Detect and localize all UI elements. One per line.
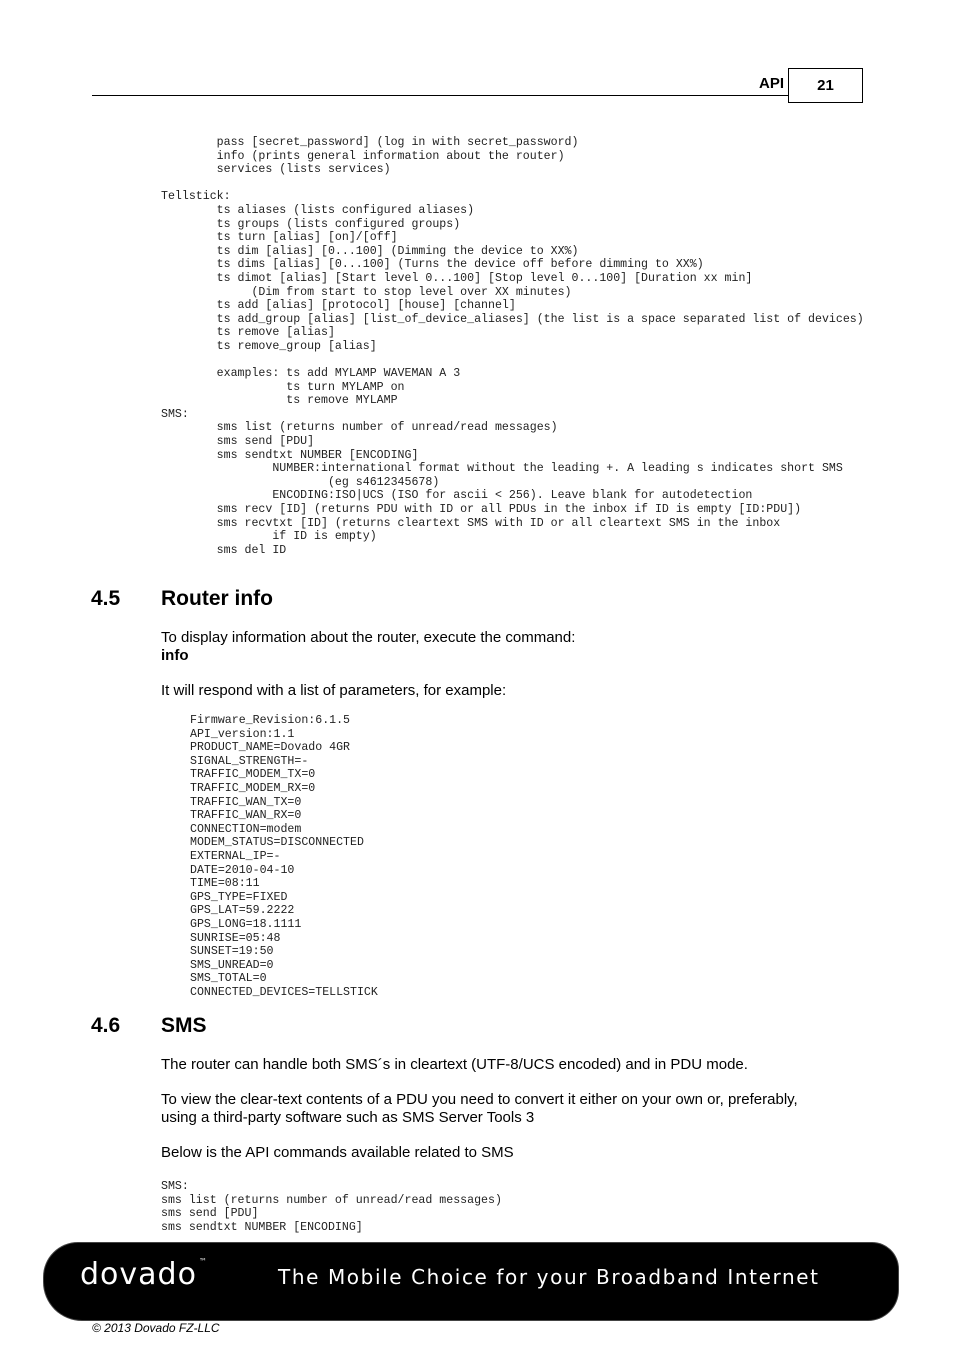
dovado-logo (80, 1257, 208, 1292)
header-rule (92, 95, 788, 96)
copyright: © 2013 Dovado FZ-LLC (92, 1321, 220, 1335)
sms-paragraph-2-line-1: To view the clear-text contents of a PDU you need to convert it either on your own or, preferably, (161, 1091, 798, 1108)
section-number: 4.6 (91, 1014, 121, 1037)
trademark-mark: ™ (198, 1257, 208, 1266)
running-header-label: API (758, 75, 784, 92)
sms-paragraph-1: The router can handle both SMS´s in cleartext (UTF-8/UCS encoded) and in PDU mode. (161, 1056, 748, 1073)
router-info-intro: To display information about the router, execute the command: (161, 629, 576, 646)
logo-text: dovado (80, 1257, 197, 1292)
footer-banner (44, 1243, 898, 1320)
tagline: The Mobile Choice for your Broadband Internet (278, 1265, 820, 1289)
sms-paragraph-3: Below is the API commands available related to SMS (161, 1144, 514, 1161)
page-number: 21 (788, 68, 863, 103)
sms-command-listing: SMS: sms list (returns number of unread/read messages) sms send [PDU] sms sendtxt NUMBER [ENCODING] (161, 1180, 502, 1234)
api-command-listing: pass [secret_password] (log in with secret_password) info (prints general information about the router) services (lists services) Tellstick: ts aliases (lists configured aliases) ts groups (lists configured groups) ts turn [alias] [on]/[off] ts dim [alias] [0...100] (Dimming the device to XX%) ts dims [alias] [0...100] (Turns the device off before dimming to XX%) ts dimot [alias] [Start level 0...100] [Stop level 0...100] [Duration xx min] (Dim from start to stop level over XX minutes) ts add [alias] [protocol] [house] [channel] ts add_group [alias] [list_of_device_aliases] (the list is a space separated list of devices) ts remove [alias] ts remove_group [alias] examples: ts add MYLAMP WAVEMAN A 3 ts turn MYLAMP on ts remove MYLAMP SMS: sms list (returns number of unread/read messages) sms send [PDU] sms sendtxt NUMBER [ENCODING] NUMBER:international format without the leading +. A leading s indicates short SMS (eg s4612345678) ENCODING:ISO|UCS (ISO for ascii < 256). Leave blank for autodetection sms recv [ID] (returns PDU with ID or all PDUs in the inbox if ID is empty [ID:PDU]) sms recvtxt [ID] (returns cleartext SMS with ID or all cleartext SMS in the inbox if ID is empty) sms del ID (161, 136, 864, 557)
section-title: Router info (161, 587, 273, 610)
sms-paragraph-2-line-2: using a third-party software such as SMS Server Tools 3 (161, 1109, 535, 1126)
section-title: SMS (161, 1014, 207, 1037)
router-info-example: Firmware_Revision:6.1.5 API_version:1.1 PRODUCT_NAME=Dovado 4GR SIGNAL_STRENGTH=- TRAFFIC_MODEM_TX=0 TRAFFIC_MODEM_RX=0 TRAFFIC_WAN_TX=0 TRAFFIC_WAN_RX=0 CONNECTION=modem MODEM_STATUS=DISCONNECTED EXTERNAL_IP=- DATE=2010-04-10 TIME=08:11 GPS_TYPE=FIXED GPS_LAT=59.2222 GPS_LONG=18.1111 SUNRISE=05:48 SUNSET=19:50 SMS_UNREAD=0 SMS_TOTAL=0 CONNECTED_DEVICES=TELLSTICK (190, 714, 378, 999)
router-info-command: info (161, 647, 189, 664)
section-number: 4.5 (91, 587, 121, 610)
router-info-respond: It will respond with a list of parameters, for example: (161, 682, 507, 699)
